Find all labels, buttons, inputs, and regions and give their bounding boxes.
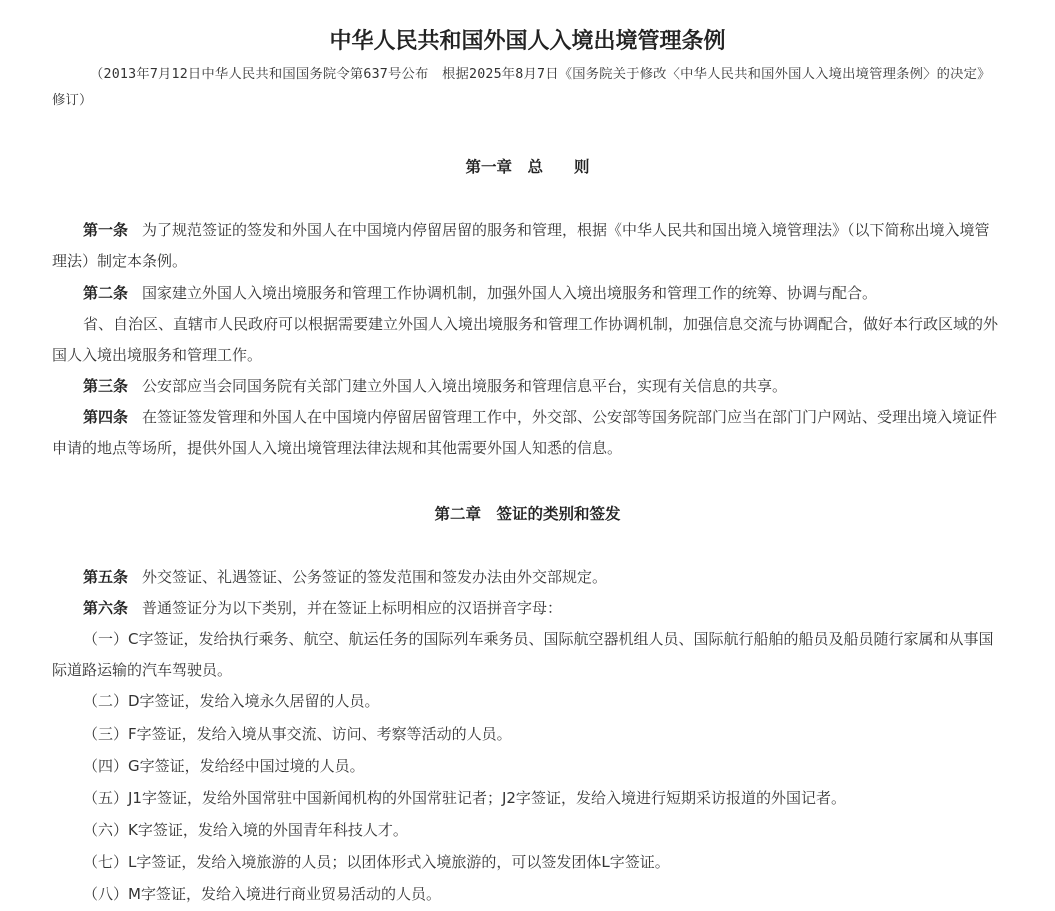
article-number: 第一条 [83,221,129,239]
item-text: （七）L字签证，发给入境旅游的人员；以团体形式入境旅游的，可以签发团体L字签证。 [83,853,670,871]
article-number: 第六条 [83,599,129,617]
article-3 [52,371,1002,402]
article-2-clause [52,309,1002,371]
visa-item-m [52,879,1002,910]
document-title: 中华人民共和国外国人入境出境管理条例 [329,28,726,54]
visa-item-l [52,847,1002,878]
visa-item-k [52,815,1002,846]
article-number: 第三条 [83,377,129,395]
article-text: 普通签证分为以下类别，并在签证上标明相应的汉语拼音字母： [142,599,563,617]
chapter-2-heading: 第二章 签证的类别和签发 [434,505,621,523]
item-text: （五）J1字签证，发给外国常驻中国新闻机构的外国常驻记者；J2字签证，发给入境进行短期采访报道的外国记者。 [83,789,846,807]
visa-item-d [52,686,1002,717]
article-text: 为了规范签证的签发和外国人在中国境内停留居留的服务和管理，根据《中华人民共和国出境入境管理法》（以下简称出境入境管理法）制定本条例。 [52,221,990,270]
document-subtitle: （2013年7月12日中华人民共和国国务院令第637号公布 根据2025年8月7日《国务院关于修改〈中华人民共和国外国人入境出境管理条例〉的决定》修订） [52,67,991,108]
article-text: 外交签证、礼遇签证、公务签证的签发范围和签发办法由外交部规定。 [142,568,608,586]
item-text: （二）D字签证，发给入境永久居留的人员。 [83,692,380,710]
visa-item-c [52,624,1002,686]
item-text: （六）K字签证，发给入境的外国青年科技人才。 [83,821,408,839]
article-5 [52,562,1002,593]
article-4 [52,402,1002,464]
item-text: （一）C字签证，发给执行乘务、航空、航运任务的国际列车乘务员、国际航空器机组人员、国际航行船舶的船员及船员随行家属和从事国际道路运输的汽车驾驶员。 [52,630,994,679]
article-number: 第五条 [83,568,129,586]
item-text: （三）F字签证，发给入境从事交流、访问、考察等活动的人员。 [83,725,512,743]
chapter-1-heading: 第一章 总 则 [465,158,590,176]
article-text: 省、自治区、直辖市人民政府可以根据需要建立外国人入境出境服务和管理工作协调机制，加强信息交流与协调配合，做好本行政区域的外国人入境出境服务和管理工作。 [52,315,999,364]
item-text: （四）G字签证，发给经中国过境的人员。 [83,757,365,775]
visa-item-g [52,751,1002,782]
visa-item-f [52,719,1002,750]
article-text: 在签证签发管理和外国人在中国境内停留居留管理工作中，外交部、公安部等国务院部门应当在部门门户网站、受理出境入境证件申请的地点等场所，提供外国人入境出境管理法律法规和其他需要外国人知悉的信息。 [52,408,998,457]
article-number: 第二条 [83,284,129,302]
visa-item-j [52,783,1002,814]
article-2 [52,278,1002,309]
article-text: 公安部应当会同国务院有关部门建立外国人入境出境服务和管理信息平台，实现有关信息的共享。 [142,377,788,395]
article-text: 国家建立外国人入境出境服务和管理工作协调机制，加强外国人入境出境服务和管理工作的统筹、协调与配合。 [142,284,878,302]
item-text: （八）M字签证，发给入境进行商业贸易活动的人员。 [83,885,441,903]
article-1 [52,215,1002,277]
article-number: 第四条 [83,408,129,426]
article-6 [52,593,1002,624]
